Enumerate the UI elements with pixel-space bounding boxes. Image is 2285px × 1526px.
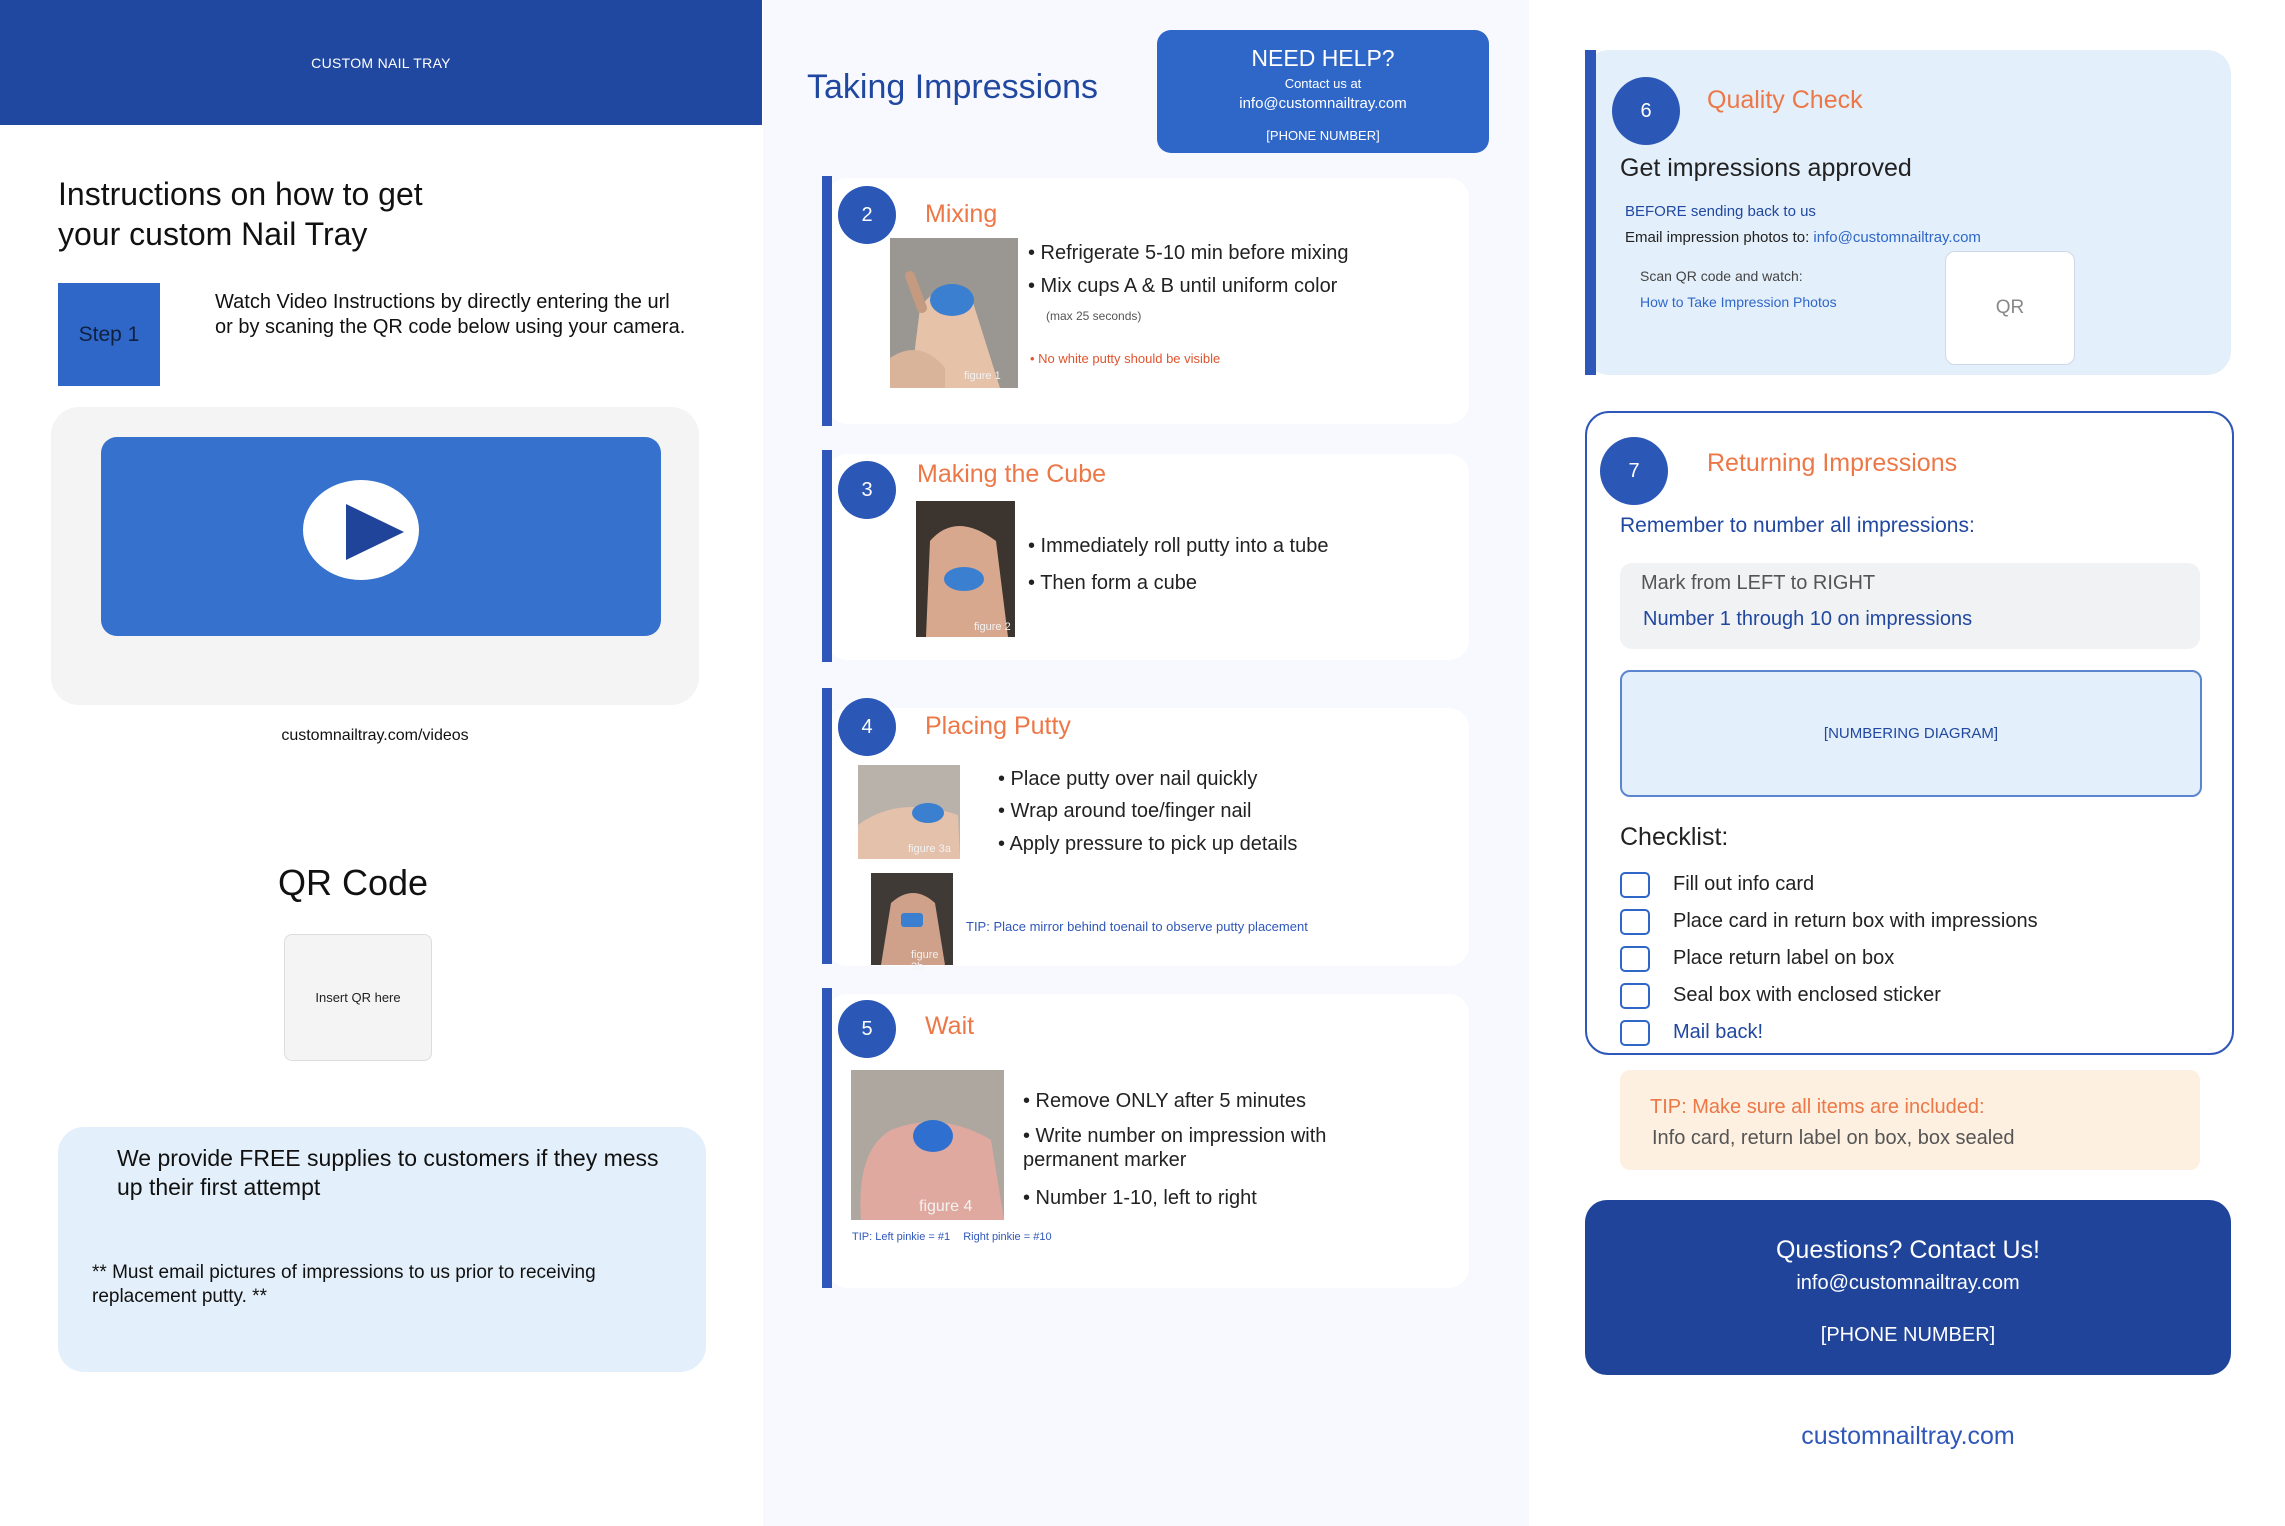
step-5-bullet-3: • Number 1-10, left to right (1023, 1187, 1257, 1209)
need-help-subtitle: Contact us at (1284, 76, 1362, 91)
free-supplies-title: We provide FREE supplies to customers if they mess up their first attempt (117, 1145, 659, 1200)
checklist-item-4: Seal box with enclosed sticker (1673, 984, 1941, 1006)
step-5-title: Wait (925, 1012, 975, 1040)
checklist-item-2: Place card in return box with impressions (1673, 910, 2038, 932)
need-help-phone: [PHONE NUMBER] (1266, 128, 1380, 143)
quality-check-qr (1945, 251, 2075, 365)
step-5-number: 5 (838, 1000, 896, 1058)
quality-check-scan-text: Scan QR code and watch: (1640, 268, 1803, 284)
checklist-checkbox-1[interactable] (1620, 872, 1650, 898)
checklist-item-3: Place return label on box (1673, 947, 1895, 969)
step-1-text-line-2: or by scaning the QR code below using your camera. (215, 316, 686, 338)
checklist-checkbox-5[interactable] (1620, 1020, 1650, 1046)
checklist-checkbox-2[interactable] (1620, 909, 1650, 935)
step-2-number: 2 (838, 186, 896, 244)
step-1-badge (58, 283, 160, 386)
intro-title (58, 174, 578, 254)
step-6-number: 6 (1612, 77, 1680, 145)
need-help-email[interactable]: info@customnailtray.com (1239, 95, 1407, 112)
numbering-diagram (1620, 670, 2202, 797)
quality-check-howto-link[interactable]: How to Take Impression Photos (1640, 294, 1837, 310)
step-2-bar (822, 176, 832, 426)
header-bar (0, 0, 762, 125)
step-4-number: 4 (838, 698, 896, 756)
qr-placeholder (284, 934, 432, 1061)
step-2-warning: • No white putty should be visible (1030, 351, 1221, 366)
figure-4-label: figure 4 (919, 1198, 973, 1215)
step-5-bullet-1: • Remove ONLY after 5 minutes (1023, 1090, 1307, 1112)
step-2-title: Mixing (925, 200, 998, 228)
checklist-item-5: Mail back! (1673, 1021, 1764, 1043)
step-7-number: 7 (1600, 437, 1668, 505)
contact-card (1585, 1200, 2231, 1375)
qr-placeholder-text: Insert QR here (315, 990, 401, 1005)
quality-check-email-prefix: Email impression photos to: (1625, 229, 1810, 246)
step-3-bar (822, 450, 832, 662)
figure-4-photo (851, 1070, 1004, 1220)
step-2-bullet-2: • Mix cups A & B until uniform color (1028, 275, 1338, 297)
returning-impressions-title: Returning Impressions (1707, 449, 1958, 477)
step-5-tip-tail: Right pinkie = #10 (963, 1231, 1052, 1243)
quality-check-bar (1585, 50, 1596, 375)
step-1-label: Step 1 (78, 322, 140, 346)
numbering-diagram-label: [NUMBERING DIAGRAM] (1823, 725, 1999, 742)
step-3-bullet-1: • Immediately roll putty into a tube (1028, 535, 1329, 557)
taking-impressions-title: Taking Impressions (807, 68, 1099, 106)
returning-remember-text: Remember to number all impressions: (1620, 514, 1975, 537)
checklist-checkbox-4[interactable] (1620, 983, 1650, 1009)
step-5-bullet-2: • Write number on impression with (1023, 1125, 1327, 1147)
play-button[interactable] (303, 480, 419, 580)
brand-header: CUSTOM NAIL TRAY (311, 54, 451, 71)
tip-title: TIP: Make sure all items are included: (1650, 1096, 1985, 1118)
footer-website-link[interactable]: customnailtray.com (1801, 1422, 2015, 1450)
step-4-bar (822, 688, 832, 964)
figure-1-label: figure 1 (964, 370, 1001, 382)
marking-instruction-1: Mark from LEFT to RIGHT (1641, 572, 1876, 594)
quality-check-email-link[interactable]: info@customnailtray.com (1813, 229, 1981, 246)
figure-3a-photo (858, 765, 960, 859)
marking-instruction-2: Number 1 through 10 on impressions (1643, 608, 1973, 630)
quality-check-before: BEFORE sending back to us (1625, 203, 1816, 220)
cube-illustration (916, 501, 1015, 637)
step-5-tip-text: TIP: Left pinkie = #1 (852, 1231, 951, 1243)
step-1-text (215, 290, 735, 340)
contact-phone: [PHONE NUMBER] (1820, 1324, 1996, 1346)
quality-check-qr-label: QR (1995, 297, 2025, 318)
step-5-bullet-2-cont: permanent marker (1023, 1149, 1187, 1171)
step-3-bullet-2: • Then form a cube (1028, 572, 1197, 594)
play-icon (346, 504, 404, 560)
step-4-title: Placing Putty (925, 712, 1071, 740)
hand-putty-illustration (890, 238, 1018, 388)
qr-title: QR Code (277, 862, 429, 903)
need-help-card (1157, 30, 1489, 153)
quality-check-email-line (1625, 229, 1981, 246)
figure-2-label: figure 2 (974, 621, 1011, 633)
free-supplies-note: ** Must email pictures of impressions to us prior to receiving replacement putty. ** (92, 1262, 596, 1307)
quality-check-subtitle: Get impressions approved (1620, 154, 1912, 182)
step-4-tip (966, 919, 1308, 934)
step-4-tip-text: TIP: Place mirror behind toenail (966, 919, 1149, 934)
step-4-bullet-3: • Apply pressure to pick up details (998, 833, 1298, 855)
intro-line-2: your custom Nail Tray (58, 216, 368, 252)
tip-box (1620, 1070, 2200, 1170)
step-4-bullet-1: • Place putty over nail quickly (998, 768, 1258, 790)
quality-check-title: Quality Check (1707, 86, 1863, 114)
intro-line-1: Instructions on how to get (58, 176, 423, 212)
contact-title: Questions? Contact Us! (1775, 1236, 2040, 1264)
step-5-bar (822, 988, 832, 1288)
figure-3b-photo (871, 873, 953, 973)
video-url[interactable]: customnailtray.com/videos (281, 727, 469, 744)
tip-text: Info card, return label on box, box sealed (1652, 1127, 2015, 1149)
step-3-title: Making the Cube (917, 460, 1107, 488)
checklist-title: Checklist: (1620, 823, 1729, 851)
step-2-bullet-1: • Refrigerate 5-10 min before mixing (1028, 242, 1349, 264)
step-3-number: 3 (838, 461, 896, 519)
figure-1-photo (890, 238, 1018, 388)
checklist-checkbox-3[interactable] (1620, 946, 1650, 972)
step-1-text-line-1: Watch Video Instructions by directly entering the url (215, 291, 670, 313)
step-4-tip-tail: to observe putty placement (1151, 919, 1308, 934)
figure-3b-label: figure 3b (911, 949, 939, 973)
step-2-note: (max 25 seconds) (1046, 309, 1142, 323)
figure-2-photo (916, 501, 1015, 637)
step-4-bullet-2: • Wrap around toe/finger nail (998, 800, 1252, 822)
step-5-tip (852, 1231, 1052, 1243)
checklist-item-1: Fill out info card (1673, 873, 1815, 895)
contact-email[interactable]: info@customnailtray.com (1796, 1272, 2020, 1294)
figure-3a-label: figure 3a (908, 843, 951, 855)
need-help-title: NEED HELP? (1251, 45, 1395, 71)
